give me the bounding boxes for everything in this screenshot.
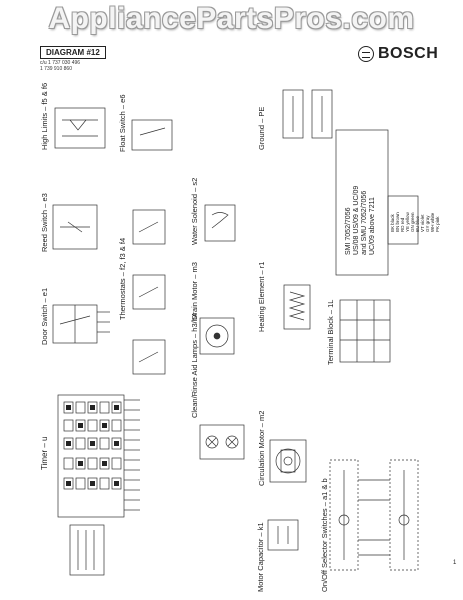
label-reed-switch: Reed Switch – e3 bbox=[40, 193, 49, 252]
rinse-aid-lamps-symbol bbox=[200, 425, 244, 459]
legend-row: VT violet bbox=[420, 214, 425, 232]
legend-row: BU blue bbox=[415, 215, 420, 232]
label-high-limits: High Limits – f5 & f6 bbox=[40, 82, 49, 150]
label-thermostats: Thermostats – f2, f3 & f4 bbox=[118, 237, 127, 320]
part-number-2: 1 739 910 860 bbox=[40, 66, 72, 72]
circulation-motor-symbol bbox=[270, 440, 306, 482]
terminal-block-symbol bbox=[340, 300, 390, 362]
label-terminal-block: Terminal Block – 1L bbox=[326, 299, 335, 365]
label-water-solenoid: Water Solenoid – s2 bbox=[190, 177, 199, 245]
label-float-switch: Float Switch – e6 bbox=[118, 94, 127, 152]
model-note-line: SMI 7052/7056 bbox=[345, 207, 352, 255]
watermark: AppliancePartsPros.com bbox=[48, 2, 415, 35]
model-note-line: and SMU 7052/7056 bbox=[361, 190, 368, 255]
label-heating-element: Heating Element – r1 bbox=[257, 261, 266, 332]
legend-row: BK black bbox=[390, 214, 395, 232]
legend-row: GY gray bbox=[425, 215, 430, 232]
label-drain-motor: Drain Motor – m3 bbox=[190, 262, 199, 320]
label-circulation-motor: Circulation Motor – m2 bbox=[257, 410, 266, 486]
label-rinse-aid-lamps: Clean/Rinse Aid Lamps – h3/h4 bbox=[190, 312, 199, 418]
model-note-line: UC/09 above 7211 bbox=[369, 197, 376, 255]
legend-row: YE yellow bbox=[405, 212, 410, 232]
brand-name: BOSCH bbox=[378, 45, 439, 62]
label-timer: Timer – u bbox=[40, 436, 49, 470]
legend-row: BN brown bbox=[395, 212, 400, 232]
part-number-1: c/u 1 737 030 496 bbox=[40, 60, 81, 66]
diagram-title: DIAGRAM #12 bbox=[40, 46, 106, 59]
legend-row: GN green bbox=[410, 212, 415, 232]
motor-capacitor-symbol bbox=[268, 520, 298, 550]
float-switch-symbol bbox=[132, 120, 172, 150]
label-selector-switches: On/Off Selector Switches – a1 & b bbox=[320, 478, 329, 592]
water-solenoid-symbol bbox=[205, 205, 235, 241]
legend-row: PK pink bbox=[435, 216, 440, 232]
legend-row: WH white bbox=[430, 212, 435, 232]
heating-element-symbol bbox=[284, 285, 310, 329]
page-marker: 1 bbox=[453, 560, 457, 566]
color-legend bbox=[390, 212, 440, 232]
label-motor-capacitor: Motor Capacitor – k1 bbox=[256, 522, 265, 592]
label-ground: Ground – PE bbox=[257, 106, 266, 150]
model-note-line: US/08 US/09 & UC/09 bbox=[353, 185, 360, 255]
legend-row: RD red bbox=[400, 217, 405, 232]
timer-motor bbox=[70, 525, 104, 575]
model-note bbox=[345, 125, 377, 255]
label-door-switch: Door Switch – e1 bbox=[40, 287, 49, 345]
